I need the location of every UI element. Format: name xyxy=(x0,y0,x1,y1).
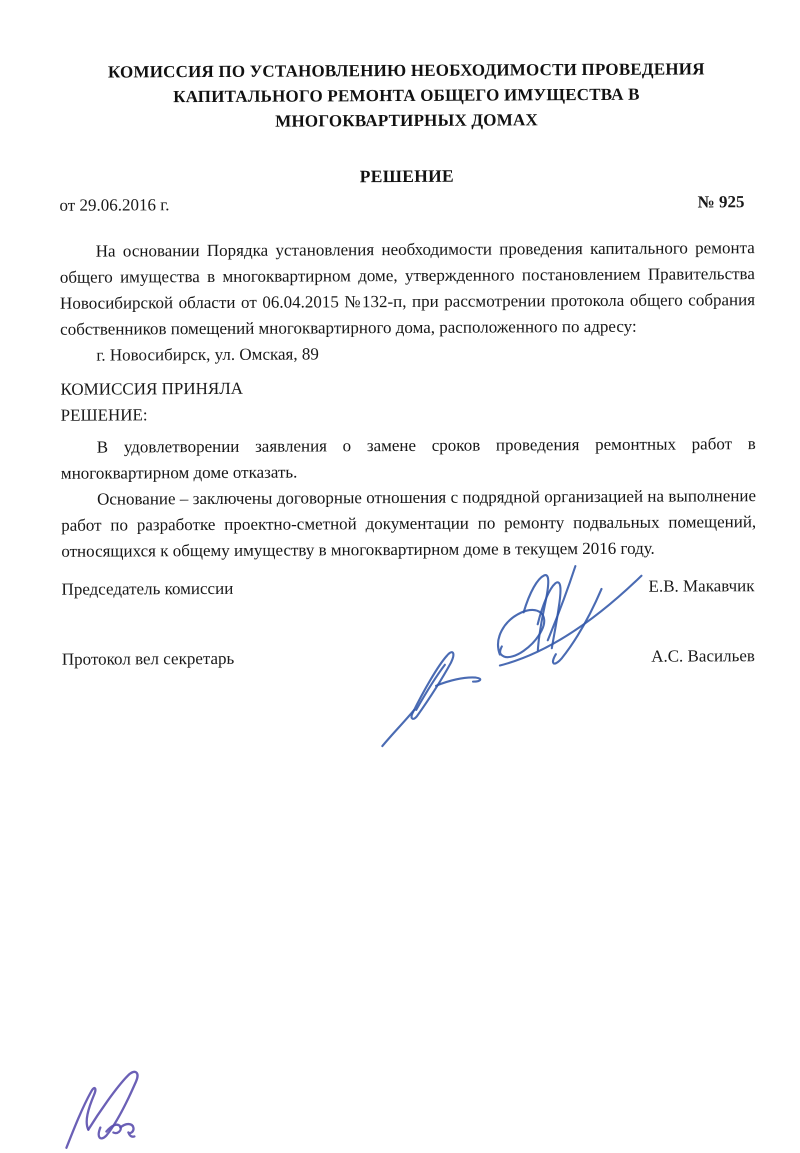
chairman-role-label: Председатель комиссии xyxy=(61,578,234,599)
document-number: № 925 xyxy=(697,192,745,212)
commission-header xyxy=(59,56,754,135)
header-line-3: МНОГОКВАРТИРНЫХ ДОМАХ xyxy=(275,110,538,131)
signature-row-secretary xyxy=(62,643,757,673)
bottom-left-signature-ink xyxy=(50,1061,162,1153)
signature-row-chairman xyxy=(61,573,756,603)
paragraph-decision: В удовлетворении заявления о замене сроков проведения ремонтных работ в многоквартирном доме отказать. xyxy=(60,434,756,483)
meta-row xyxy=(59,189,754,219)
resolution-intro-line-2: РЕШЕНИЕ: xyxy=(60,405,148,425)
chairman-name: Е.В. Макавчик xyxy=(648,576,755,596)
secretary-name: А.С. Васильев xyxy=(651,646,755,666)
resolution-intro-line-1: КОМИССИЯ ПРИНЯЛА xyxy=(60,378,244,399)
address-line: г. Новосибирск, ул. Омская, 89 xyxy=(96,344,319,365)
paragraph-basis: На основании Порядка установления необходимости проведения капитального ремонта общего имущества в многоквартирном доме, утвержденного постановлением Правительства Новосибирской области от 06.04.2015 №132-п, при рассмотрении протокола общего собрания собственников помещений многоквартирного дома, расположенного по адресу: xyxy=(59,238,756,339)
document-title: РЕШЕНИЕ xyxy=(359,165,455,187)
header-line-1: КОМИССИЯ ПО УСТАНОВЛЕНИЮ НЕОБХОДИМОСТИ ПРОВЕДЕНИЯ xyxy=(107,59,705,82)
paragraph-grounds: Основание – заключены договорные отношения с подрядной организацией на выполнение работ по разработке проектно-сметной документации по ремонту подвальных помещений, относящихся к общему имуществу в многоквартирном доме в текущем 2016 году. xyxy=(61,486,757,561)
header-line-2: КАПИТАЛЬНОГО РЕМОНТА ОБЩЕГО ИМУЩЕСТВА В xyxy=(173,84,640,107)
document-date: от 29.06.2016 г. xyxy=(59,195,170,215)
resolution-intro xyxy=(60,373,755,429)
secretary-role-label: Протокол вел секретарь xyxy=(61,648,235,669)
